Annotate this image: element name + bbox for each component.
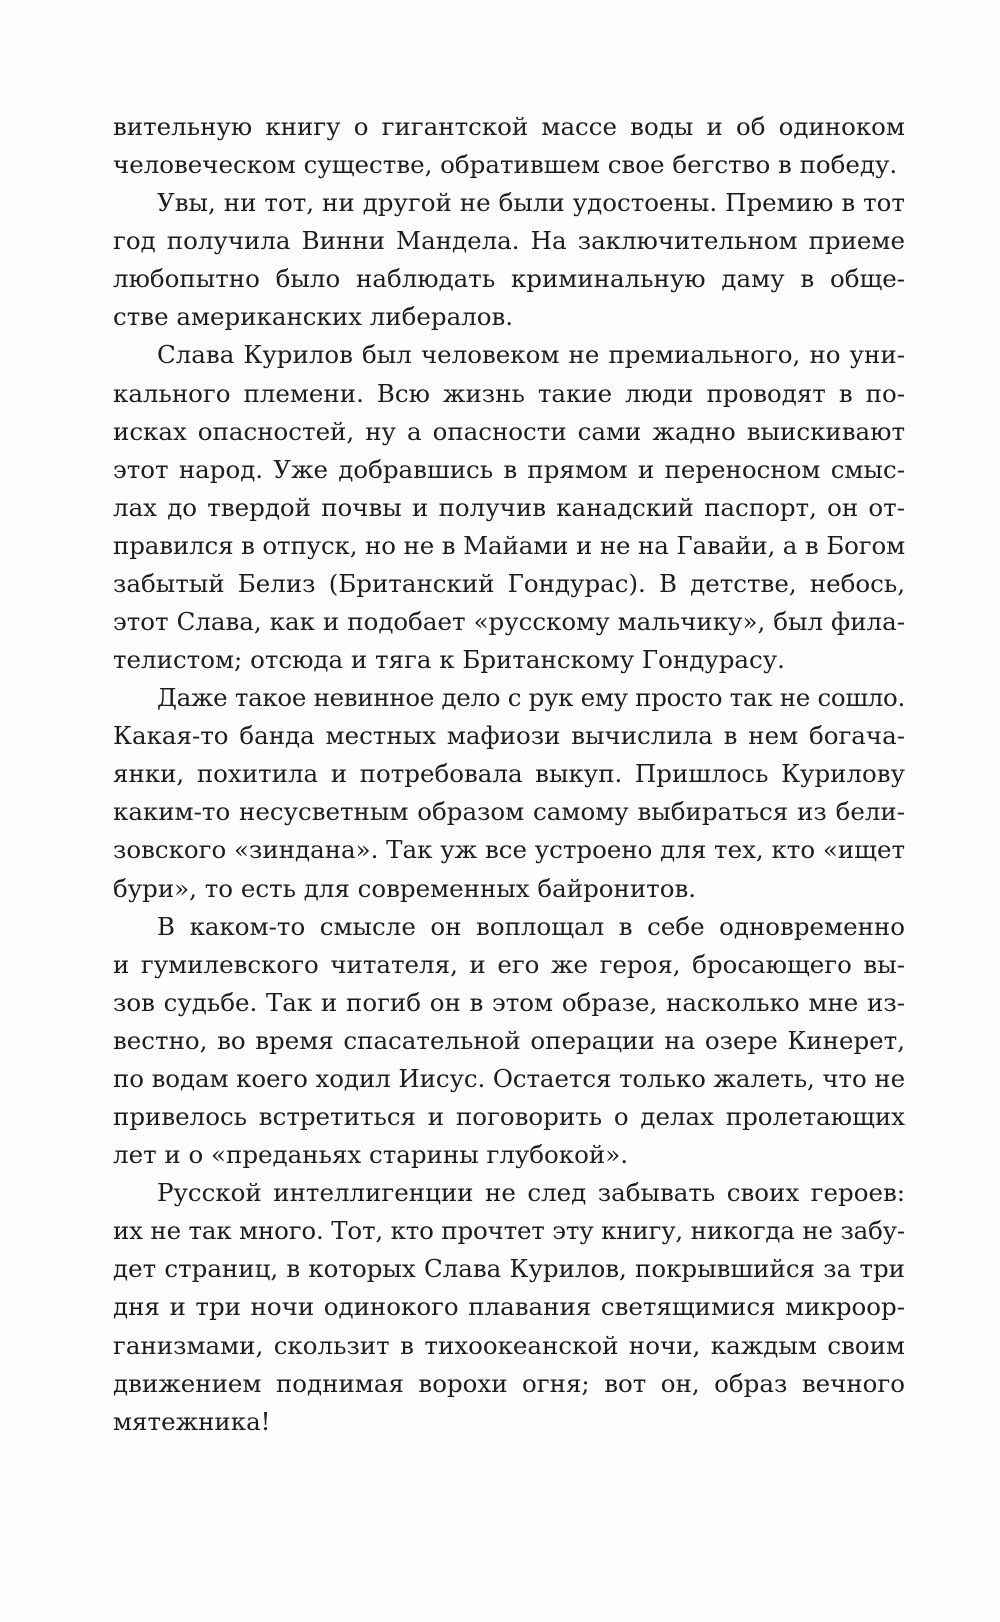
text-line: Даже такое невинное дело с рук ему просто так не сошло. [157,683,905,713]
text-line: Русской интеллигенции не след забывать своих героев: [157,1178,905,1208]
text-line: зовского «зиндана». Так уж все устроено для тех, кто «ищет [113,835,905,865]
text-line: В каком-то смысле он воплощал в себе одновременно [157,911,905,941]
text-line: их не так много. Тот, кто прочтет эту книгу, никогда не забу- [113,1216,905,1246]
text-line: и гумилевского читателя, и его же героя, бросающего вы- [113,949,905,979]
text-line: человеческом существе, обратившем свое бегство в победу. [113,150,898,180]
text-line: Какая-то банда местных мафиози вычислила в нем богача- [113,721,905,751]
text-line: телистом; отсюда и тяга к Британскому Гондурасу. [113,645,785,675]
text-line: лах до твердой почвы и получив канадский паспорт, он от- [113,492,905,522]
text-line: этот народ. Уже добравшись в прямом и переносном смыс- [113,454,905,484]
text-line: дет страниц, в которых Слава Курилов, покрывшийся за три [113,1254,905,1284]
text-line: привелось встретиться и поговорить о делах пролетающих [113,1102,905,1132]
text-line: бури», то есть для современных байронитов. [113,873,697,903]
text-line: год получила Винни Мандела. На заключительном приеме [113,226,905,256]
text-line: янки, похитила и потребовала выкуп. Пришлось Курилову [113,759,905,789]
text-line: любопытно было наблюдать криминальную даму в обще- [113,264,905,294]
text-line: дня и три ночи одинокого плавания светящимися микроор- [113,1292,905,1322]
text-line: мятежника! [113,1406,271,1436]
text-line: забытый Белиз (Британский Гондурас). В детстве, небось, [113,568,905,598]
text-line: движением поднимая ворохи огня; вот он, образ вечного [113,1368,905,1398]
text-line: стве американских либералов. [113,302,514,332]
text-line: Слава Курилов был человеком не премиального, но уни- [157,340,905,370]
text-line: этот Слава, как и подобает «русскому мальчику», был фила- [113,607,905,637]
text-line: кального племени. Всю жизнь такие люди проводят в по- [113,378,905,408]
text-line: исках опасностей, ну а опасности сами жадно выискивают [113,416,905,446]
text-line: лет и о «преданьях старины глубокой». [113,1140,628,1170]
text-line: Увы, ни тот, ни другой не были удостоены. Премию в тот [157,188,905,218]
text-line: вестно, во время спасательной операции на озере Кинерет, [113,1025,905,1055]
text-line: каким-то несусветным образом самому выбираться из бели- [113,797,905,827]
body-text [113,108,905,1441]
text-line: по водам коего ходил Иисус. Остается только жалеть, что не [113,1063,905,1093]
text-line: ганизмами, скользит в тихоокеанской ночи, каждым своим [113,1330,905,1360]
text-line: правился в отпуск, но не в Майами и не на Гавайи, а в Богом [113,530,906,560]
text-line: зов судьбе. Так и погиб он в этом образе, насколько мне из- [113,987,905,1017]
text-line: вительную книгу о гигантской массе воды и об одиноком [113,112,905,141]
